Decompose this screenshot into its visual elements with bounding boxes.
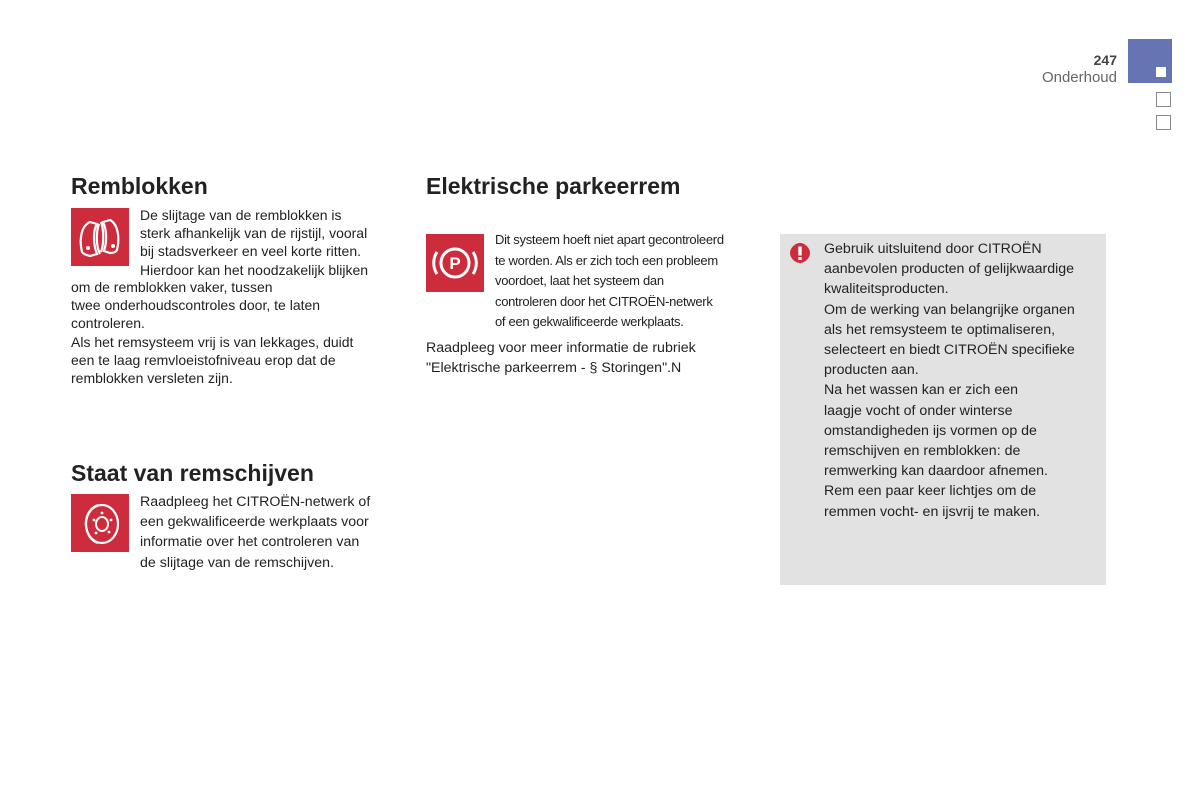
text-line: Na het wassen kan er zich een <box>824 382 1019 399</box>
text-line: De slijtage van de remblokken is <box>140 207 342 223</box>
text-line: remwerking kan daardoor afnemen. <box>824 463 1048 480</box>
text-line: Als het remsysteem vrij is van lekkages, duidt <box>71 333 354 350</box>
text-line: of een gekwalificeerde werkplaats. <box>495 314 684 329</box>
text-line: controleren. <box>71 315 145 332</box>
remblokken-heading: Remblokken <box>71 173 208 199</box>
warning-icon <box>789 242 811 264</box>
text-line: laagje vocht of onder winterse <box>824 402 1013 419</box>
remblokken-intro <box>140 206 410 279</box>
text-line: kwaliteitsproducten. <box>824 281 949 298</box>
page-number: 247 <box>1093 52 1117 68</box>
text-line: omstandigheden ijs vormen op de <box>824 422 1037 439</box>
brake-pads-icon <box>71 208 129 266</box>
chapter-tab-active <box>1128 39 1172 83</box>
text-line: een te laag remvloeistofniveau erop dat de <box>71 351 336 368</box>
text-line: Gebruik uitsluitend door CITROËN <box>824 241 1042 257</box>
text-line: te worden. Als er zich toch een probleem <box>495 252 718 268</box>
text-line: een gekwalificeerde werkplaats voor <box>140 514 369 531</box>
text-line: voordoet, laat het systeem dan <box>495 273 664 288</box>
chapter-tab-box <box>1156 115 1171 130</box>
parkeerrem-body <box>495 230 765 333</box>
text-line: Dit systeem hoeft niet apart gecontroleerd <box>495 232 724 247</box>
text-line: aanbevolen producten of gelijkwaardige <box>824 261 1075 278</box>
text-line: "Elektrische parkeerrem - § Storingen".N <box>426 360 682 376</box>
text-line: remschijven en remblokken: de <box>824 443 1021 460</box>
text-line: Raadpleeg voor meer informatie de rubriek <box>426 340 696 356</box>
remblokken-body <box>71 278 411 387</box>
text-line: informatie over het controleren van <box>140 534 360 551</box>
text-line: Om de werking van belangrijke organen <box>824 301 1075 318</box>
text-line: om de remblokken vaker, tussen <box>71 279 273 295</box>
text-line: Rem een paar keer lichtjes om de <box>824 483 1037 500</box>
text-line: bij stadsverkeer en veel korte ritten. <box>140 243 361 260</box>
chapter-tab-box <box>1156 92 1171 107</box>
text-line: controleren door het CITROËN-netwerk <box>495 293 713 309</box>
text-line: de slijtage van de remschijven. <box>140 554 334 571</box>
tab-marker <box>1156 67 1166 77</box>
text-line: sterk afhankelijk van de rijstijl, vooral <box>140 225 368 242</box>
svg-text:P: P <box>449 254 461 273</box>
text-line: Hierdoor kan het noodzakelijk blijken <box>140 261 369 278</box>
text-line: Raadpleeg het CITROËN-netwerk of <box>140 494 371 510</box>
parkeerrem-reference <box>426 338 766 378</box>
text-line: selecteert en biedt CITROËN specifieke <box>824 342 1075 359</box>
remschijven-heading: Staat van remschijven <box>71 460 314 486</box>
text-line: twee onderhoudscontroles door, te laten <box>71 297 321 314</box>
text-line: als het remsysteem te optimaliseren, <box>824 321 1056 338</box>
section-title: Onderhoud <box>1041 69 1117 86</box>
parking-brake-icon <box>426 234 484 292</box>
parkeerrem-heading: Elektrische parkeerrem <box>426 173 681 199</box>
text-line: producten aan. <box>824 362 919 379</box>
remschijven-body <box>140 492 410 573</box>
warning-text <box>824 239 1104 522</box>
brake-disc-icon <box>71 494 129 552</box>
text-line: remblokken versleten zijn. <box>71 370 233 387</box>
text-line: remmen vocht- en ijsvrij te maken. <box>824 503 1041 520</box>
